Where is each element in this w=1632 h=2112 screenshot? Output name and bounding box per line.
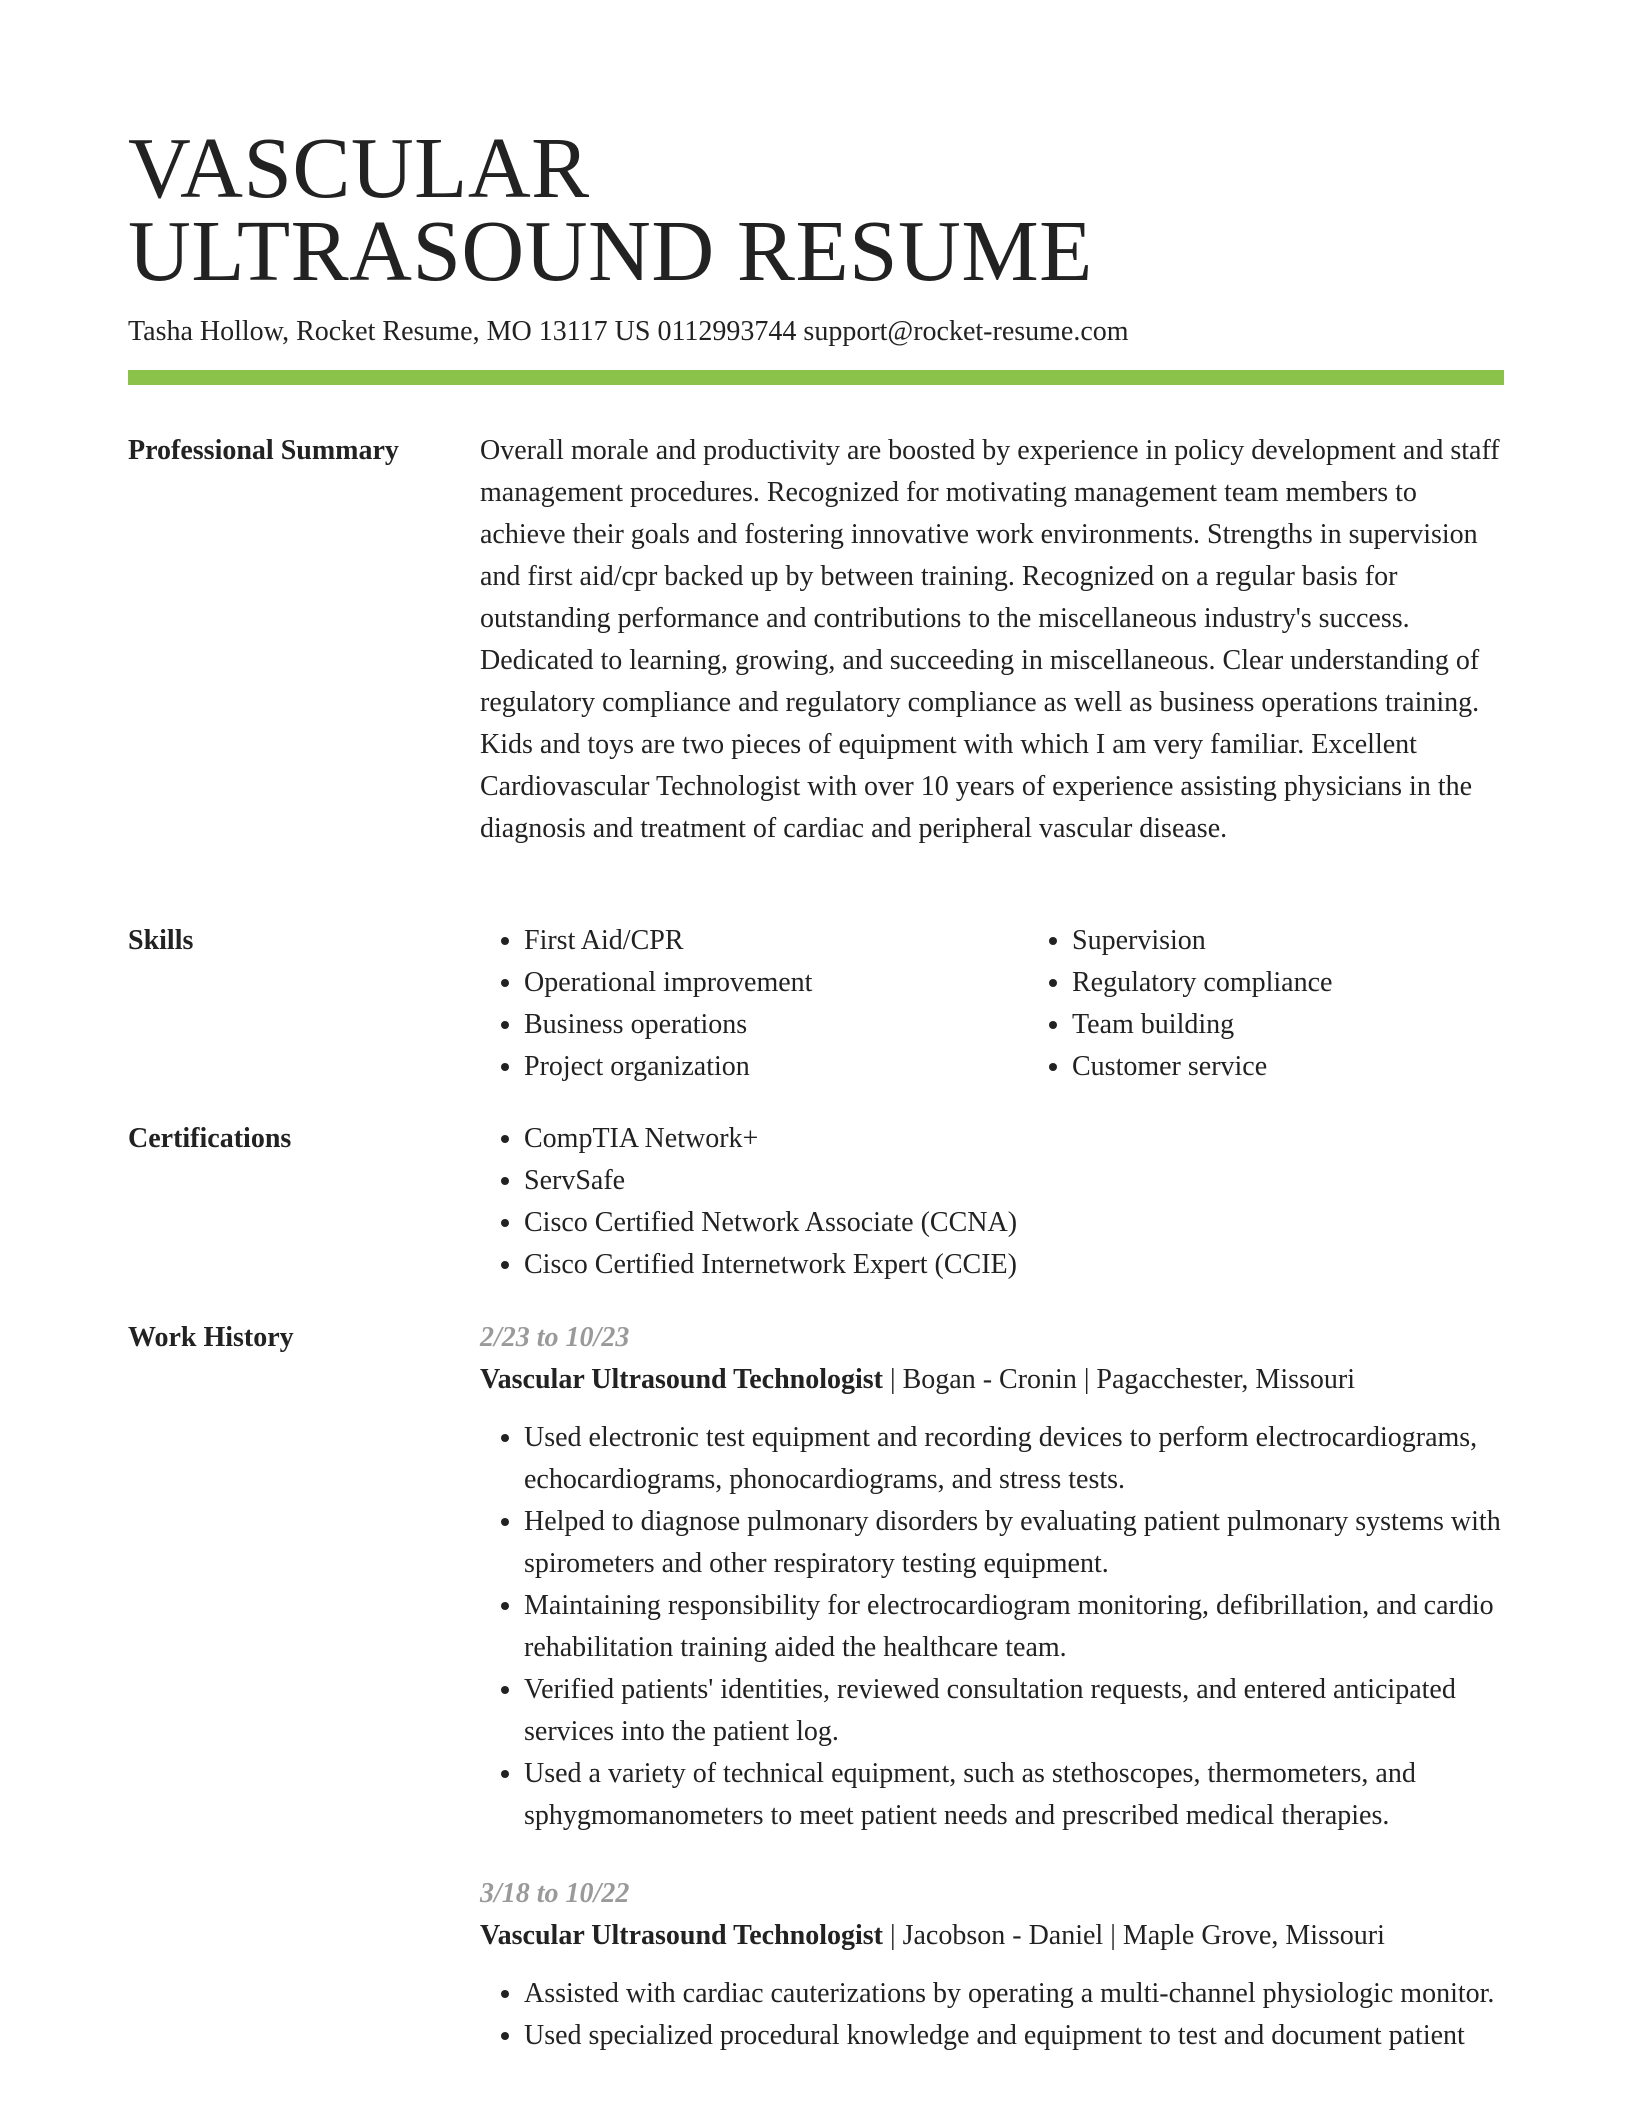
job-duties — [480, 1417, 1504, 1837]
skills-column-1 — [480, 920, 1028, 1088]
accent-divider — [128, 370, 1504, 385]
resume-title — [128, 119, 1504, 299]
job-duty-item: • Used electronic test equipment and recording devices to perform electrocardiograms, echocardiograms, phonocardiograms, and stress tests. — [524, 1417, 1504, 1501]
certification-item: • CompTIA Network+ — [524, 1118, 1504, 1160]
skills-body — [480, 920, 1504, 1088]
job-entry — [480, 1873, 1504, 2057]
resume-header — [128, 119, 1504, 350]
job-entry — [480, 1317, 1504, 1837]
skill-item: • Regulatory compliance — [1072, 962, 1576, 1004]
certifications-list — [480, 1118, 1504, 1286]
certification-item: • Cisco Certified Network Associate (CCNA) — [524, 1202, 1504, 1244]
job-duty-item: • Verified patients' identities, reviewed consultation requests, and entered anticipated services into the patient log. — [524, 1669, 1504, 1753]
job-duty-item: • Used specialized procedural knowledge and equipment to test and document patient — [524, 2015, 1504, 2057]
skill-item: • Customer service — [1072, 1046, 1576, 1088]
skill-item: • Operational improvement — [524, 962, 1028, 1004]
summary-label: Professional Summary — [128, 435, 399, 466]
job-duty-item: • Helped to diagnose pulmonary disorders by evaluating patient pulmonary systems with spirometers and other respiratory testing equipment. — [524, 1501, 1504, 1585]
certifications-body — [480, 1118, 1504, 1286]
job-heading — [480, 1359, 1504, 1401]
skill-item: • Project organization — [524, 1046, 1028, 1088]
job-employer-location: | Jacobson - Daniel | Maple Grove, Missouri — [883, 1920, 1385, 1951]
title-line-2: ULTRASOUND RESUME — [128, 202, 1093, 299]
skills-label: Skills — [128, 925, 194, 956]
skills-column-2 — [1028, 920, 1576, 1088]
job-duty-item: • Maintaining responsibility for electrocardiogram monitoring, defibrillation, and cardio rehabilitation training aided the healthcare team. — [524, 1585, 1504, 1669]
skill-item: • Team building — [1072, 1004, 1576, 1046]
skill-item: • Business operations — [524, 1004, 1028, 1046]
work-history-label: Work History — [128, 1322, 294, 1353]
job-duties — [480, 1973, 1504, 2057]
skill-item: • First Aid/CPR — [524, 920, 1028, 962]
contact-info: Tasha Hollow, Rocket Resume, MO 13117 US 0112993744 support@rocket-resume.com — [128, 316, 1129, 347]
job-dates: 2/23 to 10/23 — [480, 1322, 630, 1353]
work-history-body — [480, 1317, 1504, 2057]
job-heading — [480, 1915, 1504, 1957]
job-duty-item: • Assisted with cardiac cauterizations by operating a multi-channel physiologic monitor. — [524, 1973, 1504, 2015]
certifications-label: Certifications — [128, 1123, 292, 1154]
job-employer-location: | Bogan - Cronin | Pagacchester, Missouri — [883, 1364, 1356, 1395]
certification-item: • Cisco Certified Internetwork Expert (CCIE) — [524, 1244, 1504, 1286]
job-title: Vascular Ultrasound Technologist — [480, 1364, 883, 1395]
skill-item: • Supervision — [1072, 920, 1576, 962]
summary-text: Overall morale and productivity are boosted by experience in policy development and staff management procedures. Recognized for motivating management team members to achieve their goals and fostering innovative work environments. Strengths in supervision and first aid/cpr backed up by between training. Recognized on a regular basis for outstanding performance and contributions to the miscellaneous industry's success. Dedicated to learning, growing, and succeeding in miscellaneous. Clear understanding of regulatory compliance and regulatory compliance as well as business operations training. Kids and toys are two pieces of equipment with which I am very familiar. Excellent Cardiovascular Technologist with over 10 years of experience assisting physicians in the diagnosis and treatment of cardiac and peripheral vascular disease. — [480, 435, 1500, 844]
skills-section — [128, 920, 1504, 1090]
job-dates: 3/18 to 10/22 — [480, 1878, 630, 1909]
summary-body — [480, 430, 1504, 850]
certifications-section — [128, 1118, 1504, 1288]
work-history-section — [128, 1317, 1504, 2112]
job-duty-item: • Used a variety of technical equipment, such as stethoscopes, thermometers, and sphygmomanometers to meet patient needs and prescribed medical therapies. — [524, 1753, 1504, 1837]
summary-section — [128, 430, 1504, 890]
title-line-1: VASCULAR — [128, 119, 590, 216]
certification-item: • ServSafe — [524, 1160, 1504, 1202]
job-title: Vascular Ultrasound Technologist — [480, 1920, 883, 1951]
